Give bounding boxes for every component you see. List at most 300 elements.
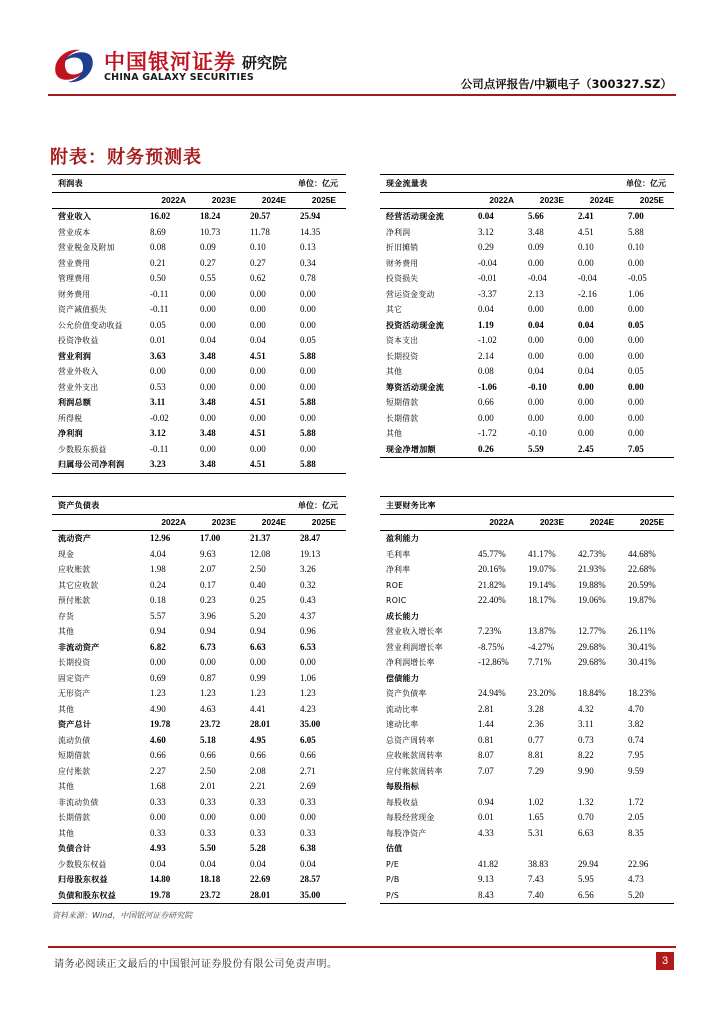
table-row <box>52 349 346 365</box>
cell-value: 0.00 <box>578 335 594 345</box>
cell-value: 3.96 <box>200 610 216 621</box>
cell-value: 0.01 <box>478 812 494 822</box>
cell-value: 0.00 <box>200 319 216 330</box>
cell-value: 1.98 <box>150 564 166 574</box>
row-label: 资本支出 <box>386 336 419 345</box>
row-label: 管理费用 <box>58 274 91 283</box>
row-label: 预付账款 <box>58 596 91 605</box>
cell-value: 20.57 <box>250 211 271 221</box>
cell-value: 3.48 <box>200 397 216 407</box>
cell-value: 0.13 <box>300 242 316 252</box>
cell-value: 7.43 <box>528 874 544 884</box>
cell-value: 19.07% <box>528 564 556 574</box>
cell-value: 4.33 <box>478 827 494 838</box>
cell-value: 7.40 <box>524 888 574 904</box>
row-label: 营业税金及附加 <box>58 243 115 252</box>
table-title: 利润表 <box>52 175 246 193</box>
cell-value: 0.70 <box>578 812 594 822</box>
cell-value: -1.02 <box>478 335 497 345</box>
cell-value: 3.48 <box>200 428 216 438</box>
cell-value: 18.17% <box>528 595 556 605</box>
year-header: 2023E <box>196 193 246 209</box>
table-row <box>52 593 346 609</box>
table-row <box>380 578 674 594</box>
row-label: 净利率 <box>386 565 411 574</box>
row-label: 少数股东权益 <box>58 859 107 869</box>
row-label: 其他 <box>58 627 75 636</box>
cell-value: 0.00 <box>150 657 166 667</box>
cell-value: 4.23 <box>300 703 316 714</box>
cell-value <box>524 531 574 547</box>
cell-value: 0.04 <box>250 335 266 345</box>
row-label: 应收帐款周转率 <box>386 751 443 760</box>
cell-value: 12.77% <box>578 626 606 636</box>
cell-value: 1.44 <box>478 719 494 729</box>
table-unit: 单位：亿元 <box>246 497 346 515</box>
year-header: 2023E <box>196 515 246 531</box>
cell-value: -4.27% <box>528 641 555 652</box>
row-label: 经营活动现金流 <box>386 212 445 221</box>
table-row <box>380 209 674 225</box>
row-label: 筹资活动现金流 <box>386 382 445 392</box>
table-row <box>380 888 674 904</box>
cell-value: 0.69 <box>150 672 166 683</box>
cell-value: 8.22 <box>578 750 594 760</box>
table-row <box>52 702 346 718</box>
cell-value: 9.13 <box>478 874 494 884</box>
row-label: 折旧摊销 <box>386 243 419 252</box>
cell-value: 4.63 <box>200 703 216 714</box>
cell-value: -0.11 <box>150 443 169 454</box>
table-row <box>380 364 674 380</box>
table-row <box>52 779 346 795</box>
cell-value: 0.24 <box>150 579 166 590</box>
cell-value <box>574 531 624 547</box>
cell-value: 0.00 <box>528 304 544 314</box>
cell-value: 0.50 <box>150 273 166 283</box>
cell-value: 0.04 <box>528 319 544 330</box>
table-row <box>380 810 674 826</box>
cell-value: 3.12 <box>150 428 166 438</box>
table-title: 现金流量表 <box>380 175 574 193</box>
cell-value: 9.59 <box>628 765 644 776</box>
cell-value: 0.00 <box>528 397 544 407</box>
cell-value: 28.57 <box>300 874 321 884</box>
cell-value: 0.04 <box>578 319 594 330</box>
cell-value: 0.05 <box>628 366 644 376</box>
cell-value: 28.01 <box>246 888 296 904</box>
cell-value: 4.51 <box>250 428 266 438</box>
table-row <box>52 857 346 873</box>
table-row <box>52 748 346 764</box>
cell-value: 0.00 <box>528 335 544 345</box>
cell-value: 0.81 <box>478 734 494 745</box>
brand-subtitle: 研究院 <box>242 54 288 72</box>
cell-value: 4.41 <box>250 703 266 714</box>
cell-value: 0.00 <box>300 319 316 330</box>
cell-value: 0.00 <box>200 381 216 392</box>
cell-value: 23.20% <box>528 688 556 698</box>
cell-value: 8.81 <box>528 750 544 760</box>
row-label: 流动比率 <box>386 704 419 714</box>
table-row <box>380 349 674 365</box>
cell-value: 0.04 <box>300 858 316 869</box>
cell-value: 0.33 <box>200 796 216 807</box>
cell-value: 0.77 <box>528 734 544 745</box>
row-label: 存货 <box>58 611 75 621</box>
table-row <box>380 302 674 318</box>
header-rule <box>48 94 676 96</box>
cell-value: 0.00 <box>250 412 266 423</box>
cell-value: 23.72 <box>200 719 221 729</box>
table-row <box>52 364 346 380</box>
cell-value: 5.95 <box>578 874 594 884</box>
cell-value <box>474 531 524 547</box>
cell-value <box>524 841 574 857</box>
year-header: 2025E <box>296 193 346 209</box>
cell-value: 0.00 <box>300 657 316 667</box>
row-label: 现金 <box>58 549 75 559</box>
row-label: 营业收入增长率 <box>386 627 443 636</box>
cell-value: 21.93% <box>578 564 606 574</box>
cell-value: 4.04 <box>150 548 166 559</box>
table-row <box>380 562 674 578</box>
table-row <box>380 795 674 811</box>
cell-value: 0.00 <box>200 657 216 667</box>
cell-value: 5.88 <box>628 226 644 237</box>
cell-value: 0.00 <box>300 412 316 423</box>
cell-value: -0.05 <box>628 273 647 283</box>
cell-value: 0.33 <box>250 796 266 807</box>
cell-value: 25.94 <box>300 211 321 221</box>
table-row <box>52 457 346 473</box>
cell-value: 21.82% <box>478 579 506 590</box>
cell-value: 5.18 <box>200 734 216 745</box>
cell-value: 6.05 <box>300 734 316 745</box>
table-unit: 单位：亿元 <box>246 175 346 193</box>
cell-value: 9.63 <box>200 548 216 559</box>
table-row <box>52 609 346 625</box>
cell-value: 30.41% <box>628 641 656 652</box>
cell-value: 4.51 <box>246 457 296 473</box>
cell-value: 1.32 <box>578 796 594 807</box>
cell-value: 20.16% <box>478 564 506 574</box>
row-label: 负债和股东权益 <box>52 888 146 904</box>
table-row <box>52 302 346 318</box>
row-label: 财务费用 <box>386 258 419 268</box>
cell-value: 1.23 <box>300 688 316 698</box>
cell-value: 0.00 <box>578 397 594 407</box>
row-label: 其它应收款 <box>58 580 99 590</box>
row-label: 营业费用 <box>58 258 91 268</box>
cell-value <box>574 841 624 857</box>
row-label: 长期借款 <box>58 813 91 822</box>
row-label: 每股收益 <box>386 797 419 807</box>
cell-value: 4.70 <box>628 703 644 714</box>
cell-value: 2.50 <box>200 765 216 776</box>
cell-value: 23.72 <box>196 888 246 904</box>
row-label: 应付账款 <box>58 766 91 776</box>
cell-value: 28.01 <box>250 719 271 729</box>
galaxy-logo-icon <box>50 44 98 88</box>
cell-value: 4.51 <box>250 397 266 407</box>
cell-value: 3.28 <box>528 703 544 714</box>
row-label: 营业利润 <box>58 351 92 361</box>
cell-value: 18.84% <box>578 688 606 698</box>
row-label: P/B <box>386 875 400 884</box>
cell-value: 0.04 <box>478 211 494 221</box>
cell-value: 21.37 <box>250 533 271 543</box>
cell-value: 0.00 <box>628 257 644 268</box>
table-row <box>52 395 346 411</box>
cell-value: 0.05 <box>300 335 316 345</box>
row-label: 毛利率 <box>386 549 411 559</box>
cell-value: 0.00 <box>578 428 594 438</box>
cell-value: 10.73 <box>200 226 221 237</box>
table-row <box>52 624 346 640</box>
cell-value <box>524 609 574 625</box>
cell-value: 0.04 <box>578 366 594 376</box>
cell-value: 2.71 <box>300 765 316 776</box>
cell-value: 1.19 <box>478 319 494 330</box>
row-label: 营业收入 <box>58 212 92 221</box>
row-label: 长期借款 <box>386 413 419 423</box>
table-row <box>52 442 346 458</box>
year-header: 2024E <box>246 515 296 531</box>
cell-value: 19.87% <box>628 595 656 605</box>
cell-value: 3.11 <box>150 397 166 407</box>
cell-value: 0.00 <box>578 304 594 314</box>
cell-value: -0.11 <box>150 288 169 299</box>
cell-value: 18.24 <box>200 211 221 221</box>
cell-value: 0.55 <box>200 273 216 283</box>
table-row <box>52 531 346 547</box>
cell-value: 0.10 <box>250 242 266 252</box>
cell-value: -0.10 <box>528 381 547 392</box>
cell-value: 0.66 <box>250 750 266 760</box>
cell-value: 5.88 <box>300 428 316 438</box>
row-label: 其他 <box>386 367 403 376</box>
cell-value: 18.18 <box>200 874 221 884</box>
cell-value <box>474 779 524 795</box>
cell-value: 0.00 <box>150 812 166 822</box>
table-row <box>52 826 346 842</box>
table-row <box>52 764 346 780</box>
cell-value: -1.06 <box>478 381 497 392</box>
cell-value: -0.10 <box>528 428 547 438</box>
balance-sheet-table <box>52 496 346 904</box>
cell-value: 42.73% <box>578 548 606 559</box>
row-label: 其它 <box>386 305 403 314</box>
cell-value: 2.14 <box>478 350 494 361</box>
table-row <box>52 671 346 687</box>
table-row <box>380 733 674 749</box>
cell-value: 0.27 <box>250 257 266 268</box>
row-label: 偿债能力 <box>386 673 420 683</box>
cell-value: 0.00 <box>628 428 644 438</box>
cell-value: 1.06 <box>628 288 644 299</box>
row-label: 营业利润增长率 <box>386 642 443 652</box>
cell-value: 22.68% <box>628 564 656 574</box>
header-blank <box>380 193 474 209</box>
cell-value: 0.66 <box>478 397 494 407</box>
table-row <box>380 395 674 411</box>
cell-value: 0.27 <box>200 257 216 268</box>
header-blank <box>380 515 474 531</box>
cell-value: 0.10 <box>628 242 644 252</box>
cell-value: 0.66 <box>150 750 166 760</box>
cell-value: 0.26 <box>474 442 524 458</box>
table-title: 资产负债表 <box>52 497 246 515</box>
row-label: 投资活动现金流 <box>386 320 445 330</box>
cell-value: 0.04 <box>150 858 166 869</box>
cell-value: 29.94 <box>578 858 599 869</box>
cell-value: 0.00 <box>300 366 316 376</box>
cell-value: 0.00 <box>250 319 266 330</box>
year-header: 2024E <box>574 193 624 209</box>
cell-value <box>574 609 624 625</box>
cell-value: 6.56 <box>574 888 624 904</box>
table-row <box>52 733 346 749</box>
table-unit: 单位：亿元 <box>574 175 674 193</box>
cell-value: 17.00 <box>200 533 221 543</box>
cell-value: 0.00 <box>578 257 594 268</box>
cell-value: 4.37 <box>300 610 316 621</box>
cell-value: 1.68 <box>150 781 166 791</box>
cell-value: 6.82 <box>150 641 166 652</box>
row-label: 公允价值变动收益 <box>58 320 123 330</box>
table-row <box>52 717 346 733</box>
row-label: 每股净资产 <box>386 828 427 838</box>
row-label: 短期借款 <box>386 398 419 407</box>
table-row <box>380 609 674 625</box>
cell-value: 20.59% <box>628 579 656 590</box>
cell-value: 14.35 <box>300 226 321 237</box>
cell-value: 5.88 <box>296 457 346 473</box>
cell-value: 14.80 <box>150 874 171 884</box>
cell-value: 19.13 <box>300 548 321 559</box>
cell-value: 3.26 <box>300 564 316 574</box>
table-row <box>380 748 674 764</box>
cell-value: 0.74 <box>628 734 644 745</box>
row-label: 应收账款 <box>58 565 91 574</box>
row-label: 无形资产 <box>58 689 91 698</box>
cashflow-table <box>380 174 674 458</box>
cell-value: 2.45 <box>574 442 624 458</box>
cell-value: 0.00 <box>200 812 216 822</box>
cell-value <box>474 609 524 625</box>
cell-value: 8.07 <box>478 750 494 760</box>
row-label: 速动比率 <box>386 720 419 729</box>
cell-value: 0.00 <box>528 257 544 268</box>
cell-value: 38.83 <box>528 858 549 869</box>
cell-value: 0.00 <box>200 366 216 376</box>
cell-value: 4.95 <box>250 734 266 745</box>
cell-value: 0.00 <box>250 443 266 454</box>
table-unit <box>574 497 674 515</box>
cell-value <box>524 671 574 687</box>
cell-value: 0.04 <box>250 858 266 869</box>
table-row <box>380 442 674 458</box>
row-label: ROIC <box>386 596 407 605</box>
cell-value: 45.77% <box>478 548 506 559</box>
table-row <box>380 256 674 272</box>
table-row <box>52 209 346 225</box>
table-row <box>52 240 346 256</box>
cell-value: 0.00 <box>200 443 216 454</box>
cell-value: -12.86% <box>478 657 509 667</box>
row-label: 其他 <box>58 828 75 838</box>
cell-value: 0.08 <box>478 366 494 376</box>
cell-value: 0.32 <box>300 579 316 590</box>
cell-value: 5.20 <box>624 888 674 904</box>
cell-value: 0.00 <box>628 350 644 361</box>
cell-value: 44.68% <box>628 548 656 559</box>
row-label: 资产负债率 <box>386 689 427 698</box>
cell-value: 0.01 <box>150 335 166 345</box>
table-row <box>52 380 346 396</box>
cell-value: 0.33 <box>200 827 216 838</box>
cell-value: 0.34 <box>300 257 316 268</box>
cell-value <box>624 671 674 687</box>
cell-value: 6.53 <box>300 641 316 652</box>
cell-value: 0.09 <box>200 242 216 252</box>
cell-value: 5.88 <box>300 350 316 361</box>
table-row <box>380 764 674 780</box>
cell-value: 0.73 <box>578 734 594 745</box>
source-note: 资料来源：Wind，中国银河证券研究院 <box>52 911 193 920</box>
table-row <box>380 225 674 241</box>
table-row <box>52 411 346 427</box>
row-label: 营业外收入 <box>58 367 99 376</box>
cell-value: 7.07 <box>478 765 494 776</box>
cell-value: 0.00 <box>300 381 316 392</box>
table-row <box>380 624 674 640</box>
cell-value: 2.27 <box>150 765 166 776</box>
table-row <box>52 810 346 826</box>
cell-value: 2.81 <box>478 703 494 714</box>
cell-value: 1.02 <box>528 796 544 807</box>
row-label: 流动资产 <box>58 534 92 543</box>
cell-value: 0.00 <box>628 335 644 345</box>
cell-value: -0.04 <box>528 273 547 283</box>
cell-value: -3.37 <box>478 288 497 299</box>
table-row <box>380 411 674 427</box>
cell-value <box>624 609 674 625</box>
cell-value: 26.11% <box>628 626 656 636</box>
table-row <box>380 333 674 349</box>
year-header: 2023E <box>524 515 574 531</box>
cell-value: 22.96 <box>628 858 649 869</box>
cell-value: 5.66 <box>528 211 544 221</box>
cell-value: 0.00 <box>250 304 266 314</box>
table-row <box>52 271 346 287</box>
cell-value: 4.93 <box>150 843 166 853</box>
row-label: 现金净增加额 <box>380 442 474 458</box>
table-row <box>52 225 346 241</box>
cell-value <box>474 671 524 687</box>
cell-value: 7.00 <box>628 211 644 221</box>
cell-value: 0.00 <box>628 397 644 407</box>
page-number: 3 <box>656 952 674 970</box>
cell-value: 1.23 <box>150 688 166 698</box>
income-statement-table <box>52 174 346 474</box>
cell-value: 2.36 <box>528 719 544 729</box>
row-label: 短期借款 <box>58 751 91 760</box>
cell-value: 0.96 <box>300 626 316 636</box>
cell-value: -0.02 <box>150 412 169 423</box>
cell-value: 28.47 <box>300 533 321 543</box>
